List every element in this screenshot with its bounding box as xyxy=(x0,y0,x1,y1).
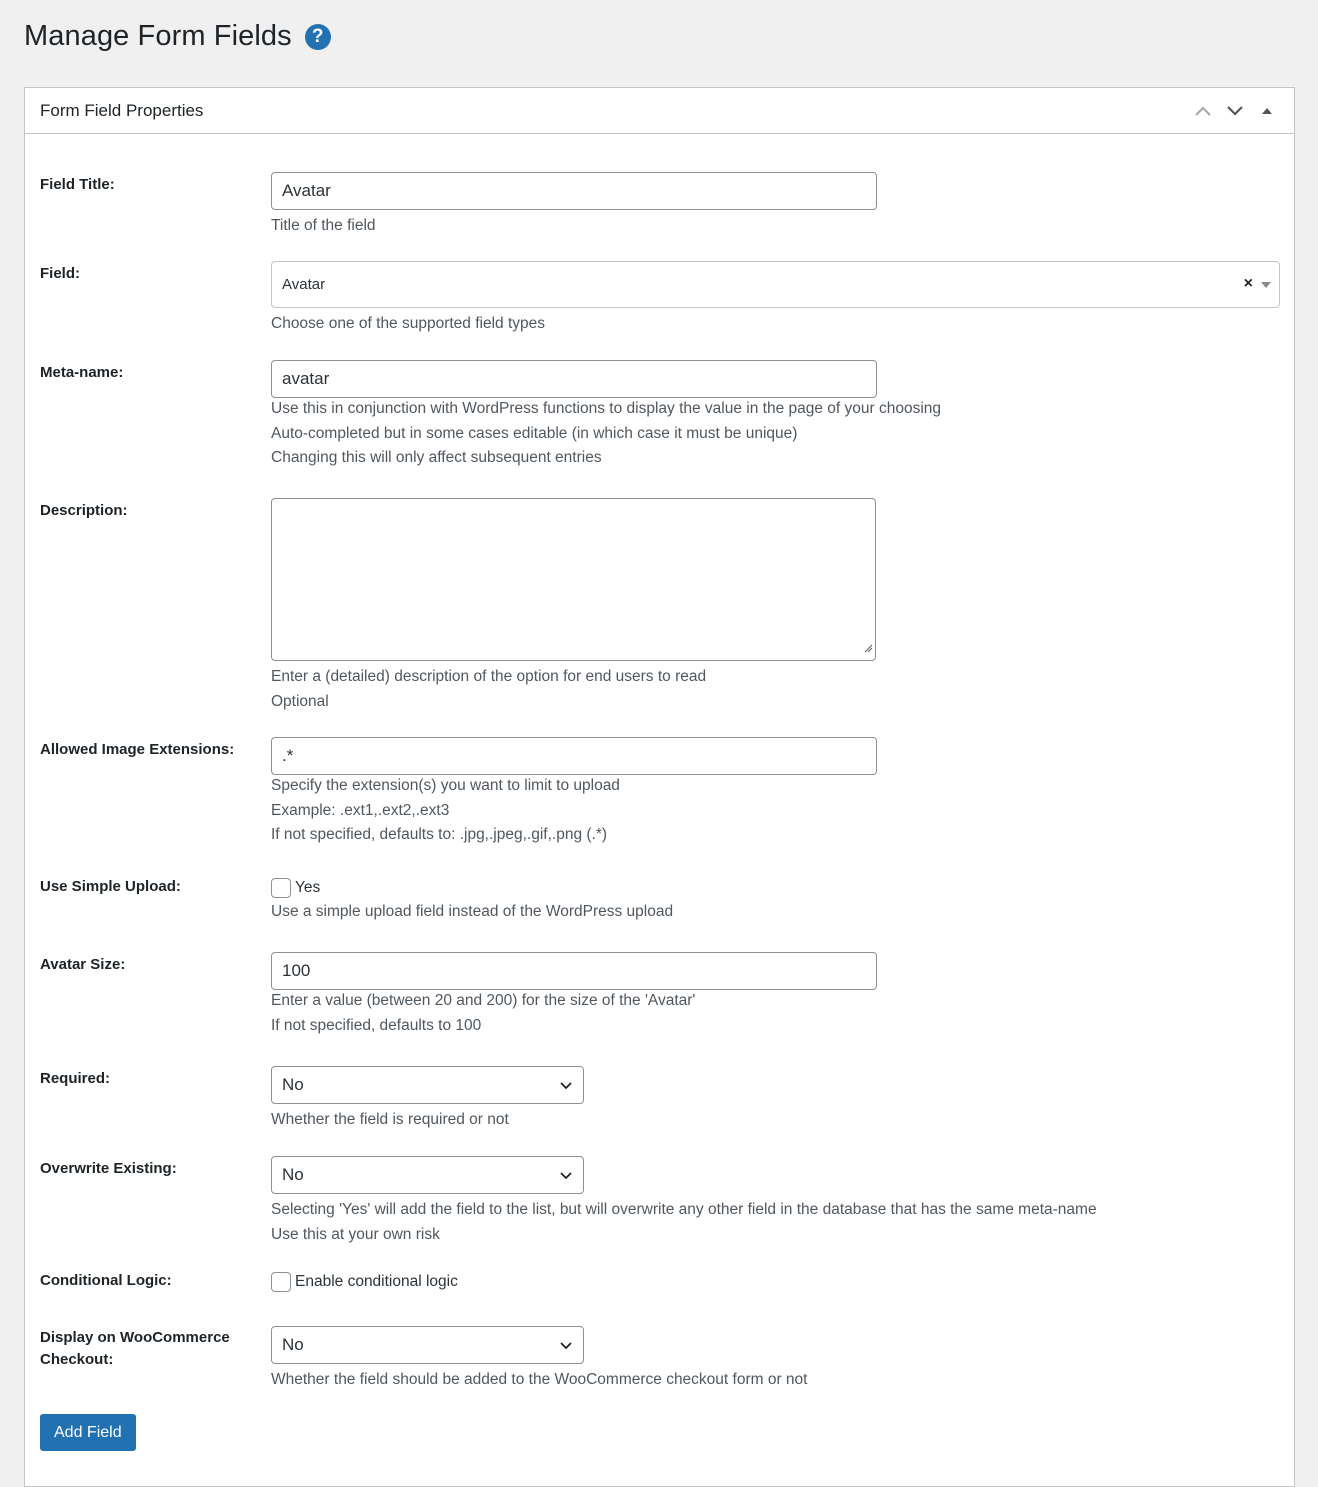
chevron-down-icon xyxy=(559,1168,573,1188)
meta-name-input[interactable]: avatar xyxy=(271,360,877,398)
overwrite-label: Overwrite Existing: xyxy=(40,1160,177,1177)
simple-upload-desc: Use a simple upload field instead of the WordPress upload xyxy=(271,903,674,920)
postbox-title: Form Field Properties xyxy=(40,100,204,120)
simple-upload-option-label[interactable]: Yes xyxy=(295,879,321,896)
avatar-size-label: Avatar Size: xyxy=(40,956,126,973)
overwrite-value: No xyxy=(282,1165,304,1184)
allowed-extensions-label: Allowed Image Extensions: xyxy=(40,741,235,758)
page-header xyxy=(24,20,331,53)
field-type-value: Avatar xyxy=(282,276,326,293)
overwrite-select[interactable] xyxy=(271,1156,584,1194)
field-title-label: Field Title: xyxy=(40,176,115,193)
move-up-icon[interactable] xyxy=(1191,99,1215,123)
simple-upload-label: Use Simple Upload: xyxy=(40,878,181,895)
meta-name-label: Meta-name: xyxy=(40,364,124,381)
form-field-properties-box xyxy=(24,87,1295,1487)
resize-grip-icon[interactable] xyxy=(863,640,873,658)
meta-name-desc-1: Use this in conjunction with WordPress functions to display the value in the page of your choosing xyxy=(271,400,942,417)
avatar-size-input[interactable]: 100 xyxy=(271,952,877,990)
conditional-logic-checkbox[interactable] xyxy=(271,1272,291,1292)
description-label: Description: xyxy=(40,502,128,519)
required-desc: Whether the field is required or not xyxy=(271,1111,509,1128)
conditional-logic-option[interactable] xyxy=(271,1272,458,1292)
woo-checkout-label-line-1: Display on WooCommerce xyxy=(40,1329,230,1346)
add-field-button[interactable]: Add Field xyxy=(40,1414,136,1451)
move-down-icon[interactable] xyxy=(1223,99,1247,123)
help-icon[interactable]: ? xyxy=(305,24,331,50)
conditional-logic-label: Conditional Logic: xyxy=(40,1272,172,1289)
collapse-toggle-icon[interactable] xyxy=(1255,99,1279,123)
allowed-extensions-desc-3: If not specified, defaults to: .jpg,.jpeg,.gif,.png (.*) xyxy=(271,826,608,843)
required-label: Required: xyxy=(40,1070,111,1087)
woo-checkout-label-line-2: Checkout: xyxy=(40,1351,114,1368)
overwrite-desc-1: Selecting 'Yes' will add the field to the list, but will overwrite any other field in the database that has the same meta-name xyxy=(271,1201,1097,1218)
woo-checkout-value: No xyxy=(282,1335,304,1354)
description-desc-2: Optional xyxy=(271,692,329,710)
handle-actions xyxy=(1191,99,1279,123)
chevron-down-icon xyxy=(559,1338,573,1358)
avatar-size-desc-2: If not specified, defaults to 100 xyxy=(271,1016,482,1034)
meta-name-desc-2: Auto-completed but in some cases editable (in which case it must be unique) xyxy=(271,424,798,442)
field-type-select[interactable] xyxy=(271,261,1280,308)
dropdown-arrow-icon xyxy=(1261,282,1271,288)
simple-upload-checkbox[interactable] xyxy=(271,878,291,898)
required-select[interactable] xyxy=(271,1066,584,1104)
page-title: Manage Form Fields xyxy=(24,20,292,52)
postbox-header xyxy=(25,88,1294,134)
woo-checkout-select[interactable] xyxy=(271,1326,584,1364)
woo-checkout-desc: Whether the field should be added to the WooCommerce checkout form or not xyxy=(271,1371,808,1388)
woo-checkout-label xyxy=(40,1327,230,1371)
allowed-extensions-input[interactable]: .* xyxy=(271,737,877,775)
field-type-label: Field: xyxy=(40,265,80,282)
field-type-desc: Choose one of the supported field types xyxy=(271,315,546,332)
avatar-size-desc-1: Enter a value (between 20 and 200) for the size of the 'Avatar' xyxy=(271,992,696,1009)
clear-selection-icon[interactable]: × xyxy=(1243,275,1253,292)
simple-upload-option[interactable] xyxy=(271,878,673,898)
allowed-extensions-desc-1: Specify the extension(s) you want to limit to upload xyxy=(271,777,620,794)
required-value: No xyxy=(282,1075,304,1094)
allowed-extensions-desc-2: Example: .ext1,.ext2,.ext3 xyxy=(271,801,450,819)
meta-name-desc-3: Changing this will only affect subsequent entries xyxy=(271,449,602,466)
field-title-desc: Title of the field xyxy=(271,217,376,234)
chevron-down-icon xyxy=(559,1078,573,1098)
overwrite-desc-2: Use this at your own risk xyxy=(271,1225,440,1243)
description-textarea[interactable] xyxy=(271,498,876,661)
description-desc-1: Enter a (detailed) description of the option for end users to read xyxy=(271,668,707,685)
conditional-logic-option-label[interactable]: Enable conditional logic xyxy=(295,1273,458,1290)
field-title-input[interactable]: Avatar xyxy=(271,172,877,210)
